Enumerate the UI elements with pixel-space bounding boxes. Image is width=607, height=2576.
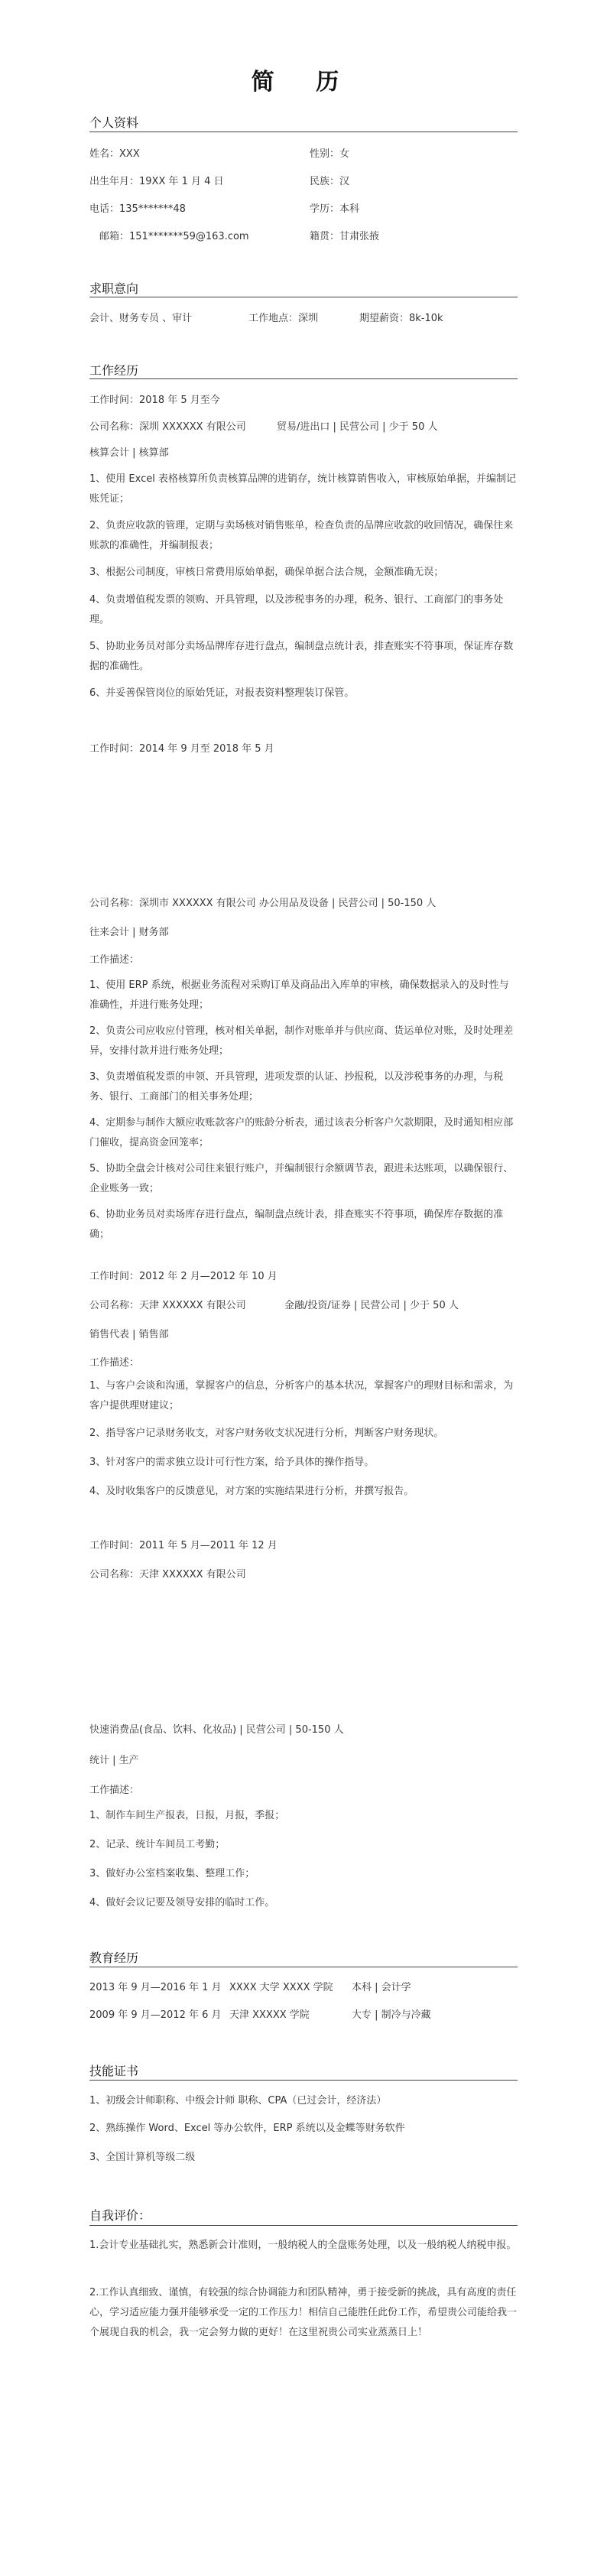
name-value: XXX bbox=[119, 148, 140, 160]
ethnic-field: 民族：汉 bbox=[310, 176, 350, 187]
name-field: 姓名：XXX bbox=[89, 148, 140, 160]
job4-duty: 4、做好会议记要及领导安排的临时工作。 bbox=[89, 1897, 275, 1908]
origin-field: 籍贯：甘肃张掖 bbox=[310, 231, 380, 242]
job4-department: 统计 | 生产 bbox=[89, 1755, 139, 1766]
section-heading-education: 教育经历 bbox=[89, 1951, 139, 1965]
job2-duty: 5、协助全盘会计核对公司往来银行账户，并编制银行余额调节表，跟进未达账项，以确保银行、企业账务一致； bbox=[89, 1163, 514, 1194]
job2-duty: 1、使用 ERP 系统，根据业务流程对采购订单及商品出入库单的审核，确保数据录入的及时性与准确性，并进行账务处理； bbox=[89, 979, 509, 1011]
job2-company: 公司名称：深圳市 XXXXXX 有限公司 办公用品及设备 | 民营公司 | 50-150 人 bbox=[89, 898, 437, 909]
job3-duty: 2、指导客户记录财务收支，对客户财务收支状况进行分析，判断客户财务现状。 bbox=[89, 1428, 444, 1439]
self-eval-paragraph: 1.会计专业基础扎实，熟悉新会计准则，一般纳税人的全盘账务处理，以及一般纳税人纳税申报。 bbox=[89, 2240, 517, 2251]
job2-duty: 6、协助业务员对卖场库存进行盘点，编制盘点统计表，排查账实不符事项，确保库存数据的准确； bbox=[89, 1209, 504, 1240]
self-eval-paragraph: 2.工作认真细致、谨慎，有较强的综合协调能力和团队精神，勇于接受新的挑战，具有高度的责任心，学习适应能力强并能够承受一定的工作压力！相信自己能胜任此份工作，希望贵公司能给我一个展现自我的机会，我一定会努力做的更好！在这里祝贵公司实业蒸蒸日上！ bbox=[89, 2287, 518, 2338]
education-level-value: 本科 bbox=[339, 203, 360, 215]
job1-company: 公司名称：深圳 XXXXXX 有限公司 bbox=[89, 421, 246, 433]
job3-duty: 4、及时收集客户的反馈意见，对方案的实施结果进行分析，并撰写报告。 bbox=[89, 1486, 414, 1497]
intent-location: 工作地点：深圳 bbox=[248, 313, 319, 324]
section-heading-personal: 个人资料 bbox=[89, 115, 139, 130]
gender-value: 女 bbox=[339, 148, 350, 160]
skill-item: 1、初级会计师职称、中级会计师 职称、CPA（已过会计，经济法） bbox=[89, 2095, 387, 2107]
job2-desc-label: 工作描述： bbox=[89, 954, 140, 966]
job4-industry: 快速消费品(食品、饮料、化妆品) | 民营公司 | 50-150 人 bbox=[89, 1724, 344, 1736]
section-heading-self-eval: 自我评价： bbox=[89, 2208, 151, 2223]
job3-duty: 1、与客户会谈和沟通，掌握客户的信息，分析客户的基本状况，掌握客户的理财目标和需求，为客户提供理财建议； bbox=[89, 1380, 514, 1411]
phone-field: 电话：135*******48 bbox=[89, 203, 186, 215]
job2-department: 往来会计 | 财务部 bbox=[89, 927, 169, 938]
resume-title: 简 历 bbox=[251, 69, 356, 96]
job4-time: 工作时间：2011 年 5 月—2011 年 12 月 bbox=[89, 1540, 278, 1551]
section-heading-skills: 技能证书 bbox=[89, 2064, 139, 2078]
job1-duty: 2、负责应收款的管理，定期与卖场核对销售账单，检查负责的品牌应收款的收回情况，确保往来账款的准确性，并编制报表； bbox=[89, 520, 514, 551]
edu-school: 天津 XXXXX 学院 bbox=[229, 2009, 310, 2021]
job2-duty: 4、定期参与制作大额应收账款客户的账龄分析表，通过该表分析客户欠款期限，及时通知相应部门催收，提高资金回笼率； bbox=[89, 1117, 514, 1148]
job3-industry: 金融/投资/证券 | 民营公司 | 少于 50 人 bbox=[284, 1300, 459, 1311]
birth-value: 19XX 年 1 月 4 日 bbox=[139, 176, 224, 187]
edu-degree: 本科 | 会计学 bbox=[352, 1982, 411, 1993]
job1-duty: 4、负责增值税发票的领购、开具管理，以及涉税事务的办理，税务、银行、工商部门的事务处理。 bbox=[89, 594, 504, 625]
divider bbox=[89, 378, 518, 379]
job1-duty: 1、使用 Excel 表格核算所负责核算品牌的进销存，统计核算销售收入，审核原始单据，并编制记账凭证； bbox=[89, 473, 516, 505]
job3-department: 销售代表 | 销售部 bbox=[89, 1329, 169, 1340]
intent-salary: 期望薪资：8k-10k bbox=[359, 313, 443, 324]
edu-period: 2009 年 9 月—2012 年 6 月 bbox=[89, 2009, 222, 2021]
job4-duty: 3、做好办公室档案收集、整理工作； bbox=[89, 1868, 255, 1879]
job3-desc-label: 工作描述： bbox=[89, 1357, 140, 1369]
job4-duty: 2、记录、统计车间员工考勤； bbox=[89, 1839, 226, 1850]
divider bbox=[89, 2225, 518, 2226]
edu-period: 2013 年 9 月—2016 年 1 月 bbox=[89, 1982, 222, 1993]
job1-duty: 6、并妥善保管岗位的原始凭证，对报表资料整理装订保管。 bbox=[89, 687, 355, 699]
job4-desc-label: 工作描述： bbox=[89, 1785, 140, 1796]
section-heading-experience: 工作经历 bbox=[89, 363, 139, 378]
job2-duty: 2、负责公司应收应付管理，核对相关单据，制作对账单并与供应商、货运单位对账，及时处理差异，安排付款并进行账务处理； bbox=[89, 1025, 514, 1057]
job3-company: 公司名称：天津 XXXXXX 有限公司 bbox=[89, 1300, 246, 1311]
skill-item: 3、全国计算机等级二级 bbox=[89, 2152, 196, 2163]
ethnic-value: 汉 bbox=[339, 176, 350, 187]
divider bbox=[89, 2080, 518, 2081]
job1-time: 工作时间：2018 年 5 月至今 bbox=[89, 395, 220, 406]
job4-company: 公司名称：天津 XXXXXX 有限公司 bbox=[89, 1569, 246, 1580]
email-field: 邮箱：151*******59@163.com bbox=[99, 231, 249, 242]
skill-item: 2、熟练操作 Word、Excel 等办公软件，ERP 系统以及金蝶等财务软件 bbox=[89, 2123, 405, 2134]
job2-time: 工作时间：2014 年 9 月至 2018 年 5 月 bbox=[89, 743, 274, 755]
origin-value: 甘肃张掖 bbox=[339, 231, 380, 242]
gender-field: 性别：女 bbox=[310, 148, 350, 160]
job3-duty: 3、针对客户的需求独立设计可行性方案，给予具体的操作指导。 bbox=[89, 1457, 375, 1468]
section-heading-intent: 求职意向 bbox=[89, 281, 139, 296]
job1-department: 核算会计 | 核算部 bbox=[89, 447, 169, 459]
edu-degree: 大专 | 制冷与冷藏 bbox=[352, 2009, 431, 2021]
job2-duty: 3、负责增值税发票的申领、开具管理，进项发票的认证、抄报税，以及涉税事务的办理，与税务、银行、工商部门的相关事务处理； bbox=[89, 1071, 504, 1103]
birth-field: 出生年月：19XX 年 1 月 4 日 bbox=[89, 176, 224, 187]
job1-duty: 3、根据公司制度，审核日常费用原始单据，确保单据合法合规，金额准确无误； bbox=[89, 567, 444, 578]
phone-value: 135*******48 bbox=[119, 203, 186, 215]
job1-industry: 贸易/进出口 | 民营公司 | 少于 50 人 bbox=[277, 421, 438, 433]
job4-duty: 1、制作车间生产报表，日报，月报，季报； bbox=[89, 1810, 285, 1821]
job3-time: 工作时间：2012 年 2 月—2012 年 10 月 bbox=[89, 1271, 278, 1282]
education-level-field: 学历：本科 bbox=[310, 203, 360, 215]
intent-positions: 会计、财务专员 、审计 bbox=[89, 313, 193, 324]
job1-duty: 5、协助业务员对部分卖场品牌库存进行盘点，编制盘点统计表，排查账实不符事项，保证库存数据的准确性。 bbox=[89, 641, 514, 672]
email-value: 151*******59@163.com bbox=[129, 231, 249, 242]
edu-school: XXXX 大学 XXXX 学院 bbox=[229, 1982, 333, 1993]
